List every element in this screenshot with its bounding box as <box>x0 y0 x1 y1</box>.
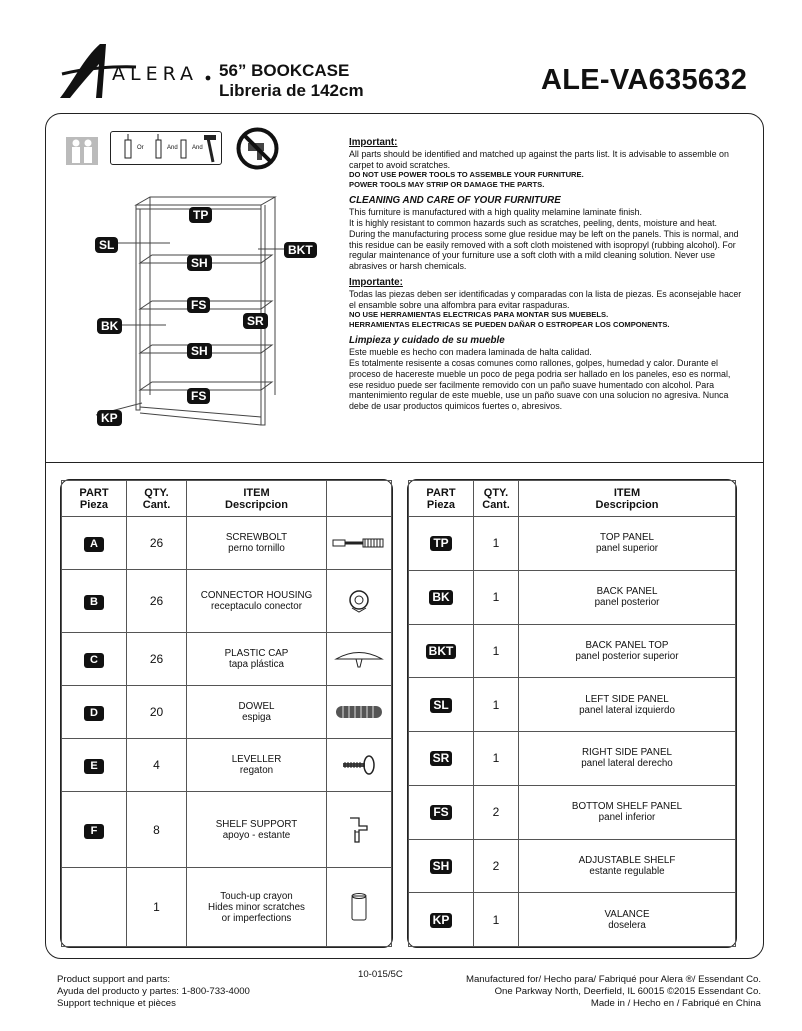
hand-tools-icon <box>110 131 222 165</box>
item-name-es: apoyo - estante <box>222 829 291 841</box>
diagram-label-sh-2: SH <box>187 343 212 359</box>
table-row <box>62 685 392 738</box>
care-heading: CLEANING AND CARE OF YOUR FURNITURE <box>349 195 561 207</box>
item-name: Touch-up crayon <box>220 890 293 902</box>
connector-housing-icon <box>327 570 392 632</box>
hardware-parts-table <box>60 479 393 948</box>
table-row <box>62 868 392 947</box>
part-badge: SR <box>430 751 453 766</box>
col-qty: QTY. Cant. <box>127 481 187 517</box>
item-name-es: panel lateral derecho <box>581 758 673 770</box>
qty-value: 1 <box>474 624 519 678</box>
diagram-label-fs-1: FS <box>187 297 210 313</box>
qty-value: 2 <box>474 839 519 893</box>
table-row <box>409 624 736 678</box>
manufacturer-info: Manufactured for/ Hecho para/ Fabriqué pour Alera ®/ Essendant Co. One Parkway North, Deerfield, IL 60015 ©2015 Essendant Co. Made in / Hecho en / Fabriqué en China <box>465 974 761 1009</box>
qty-value: 1 <box>474 893 519 947</box>
leveller-icon <box>327 738 392 791</box>
tools-and-label-2: And <box>192 145 203 151</box>
important-heading: Important: <box>349 137 398 148</box>
item-name-es: Hides minor scratches <box>208 901 305 913</box>
part-badge: C <box>84 653 104 668</box>
section-divider <box>45 462 764 463</box>
item-name: VALANCE <box>604 908 650 920</box>
diagram-label-sh-1: SH <box>187 255 212 271</box>
part-badge: BKT <box>426 644 457 659</box>
item-name-extra: or imperfections <box>221 912 292 924</box>
limpieza-text-2: Es totalmente resisente a cosas comunes como rallones, golpes, humedad y calor. Durante el proceso de hacereste mueble un poco de pega podria ser hallado en los paneles, eso es normal, ese residuo puede ser facilmente removido con un paño suave humentado con alcohol. Para mantenimiento regular de este mueble, use un paño suave con una solucion no agresiva. Nunca debe de usar productos quimicos fuertes o, abresivos. <box>349 357 731 412</box>
part-badge: SH <box>430 859 453 874</box>
model-number: ALE-VA635632 <box>541 64 748 96</box>
table-row <box>62 517 392 570</box>
product-title <box>219 61 364 101</box>
document-code: 10-015/5C <box>358 969 403 980</box>
item-name-es: espiga <box>242 711 271 723</box>
item-name: BACK PANEL TOP <box>585 639 669 651</box>
item-name-es: panel posterior superior <box>575 650 679 662</box>
part-badge: B <box>84 595 104 610</box>
important-warning-1: DO NOT USE POWER TOOLS TO ASSEMBLE YOUR FURNITURE. <box>349 170 584 180</box>
importante-warning-1: NO USE HERRAMIENTAS ELECTRICAS PARA MONTAR SUS MUEBELS. <box>349 310 609 320</box>
title-es: Libreria de 142cm <box>219 81 364 100</box>
item-name: SHELF SUPPORT <box>215 818 298 830</box>
part-badge: F <box>84 824 104 839</box>
qty-value: 26 <box>127 632 187 685</box>
qty-value: 1 <box>474 517 519 571</box>
diagram-label-kp: KP <box>97 410 122 426</box>
table-row <box>409 893 736 947</box>
item-name-es: perno tornillo <box>228 543 285 555</box>
part-badge: A <box>84 537 104 552</box>
item-name-es: tapa plástica <box>228 658 284 670</box>
diagram-label-fs-2: FS <box>187 388 210 404</box>
qty-value: 1 <box>474 678 519 732</box>
table-row <box>409 570 736 624</box>
part-badge: E <box>84 759 104 774</box>
item-name: SCREWBOLT <box>225 532 288 544</box>
importante-heading: Importante: <box>349 276 403 288</box>
care-text-1: This furniture is manufactured with a high quality melamine laminate finish. <box>349 207 643 218</box>
shelf-support-icon <box>327 792 392 868</box>
qty-value: 26 <box>127 570 187 632</box>
col-item: ITEM Descripcion <box>519 481 736 517</box>
item-name: TOP PANEL <box>600 532 654 544</box>
tools-and-label-1: And <box>167 145 178 151</box>
item-name: RIGHT SIDE PANEL <box>581 747 672 759</box>
qty-value: 1 <box>127 868 187 947</box>
item-name: PLASTIC CAP <box>224 647 289 659</box>
panel-parts-table <box>407 479 737 948</box>
diagram-label-sl: SL <box>95 237 118 253</box>
important-text: All parts should be identified and matched up against the parts list. It is advisable to assemble on carpet to avoid scratches. <box>349 148 729 170</box>
part-badge: D <box>84 706 104 721</box>
item-name: BOTTOM SHELF PANEL <box>571 801 683 813</box>
item-name-es: regaton <box>239 765 274 776</box>
title-en: 56” BOOKCASE <box>219 61 350 80</box>
item-name-es: panel posterior <box>594 597 660 609</box>
limpieza-text-1: Este mueble es hecho con madera laminada de halta calidad. <box>349 347 592 358</box>
care-text-2: It is highly resistant to common hazards such as scratches, peeling, dents, moisture and heat. During the manufacturing process some glue residue may be left on the panels. This is normal, and this residue can be easily removed with a soft cloth moistened with isopropyl (rubbing alcohol). For regular maintenance of your furniture use a soft cloth with a mild cleaning solution. Never use abrasives or harsh chemicals. <box>349 217 739 272</box>
plastic-cap-icon <box>327 632 392 685</box>
important-warning-2: POWER TOOLS MAY STRIP OR DAMAGE THE PARTS. <box>349 180 545 190</box>
col-part: PART Pieza <box>62 481 127 517</box>
qty-value: 8 <box>127 792 187 868</box>
item-name-es: panel inferior <box>598 812 656 824</box>
item-name: BACK PANEL <box>596 586 658 598</box>
no-power-tools-icon <box>235 126 280 171</box>
col-item: ITEM Descripcion <box>187 481 327 517</box>
col-image <box>327 481 392 517</box>
item-name: ADJUSTABLE SHELF <box>578 854 676 866</box>
item-name: LEFT SIDE PANEL <box>585 693 669 705</box>
importante-text: Todas las piezas deben ser identificadas y comparadas con la lista de piezas. Es aconsejable hacer el ensamble sobre una alfombra para evitar raspaduras. <box>349 288 742 310</box>
screwbolt-icon <box>327 517 392 570</box>
item-name-es: receptaculo conector <box>211 600 302 612</box>
table-row <box>409 732 736 786</box>
tools-or-label: Or <box>137 145 144 151</box>
qty-value: 20 <box>127 685 187 738</box>
item-name: LEVELLER <box>231 754 282 765</box>
table-row <box>62 570 392 632</box>
table-row <box>409 517 736 571</box>
table-row <box>62 738 392 791</box>
brand-text: ALERA <box>112 63 199 85</box>
diagram-label-bk: BK <box>97 318 122 334</box>
support-info: Product support and parts: Ayuda del producto y partes: 1-800-733-4000 Support technique et pièces <box>57 974 250 1009</box>
two-people-icon <box>66 137 98 165</box>
crayon-icon <box>327 868 392 947</box>
table-row <box>62 792 392 868</box>
table-row <box>409 678 736 732</box>
qty-value: 1 <box>474 732 519 786</box>
item-name-es: panel lateral izquierdo <box>579 704 675 716</box>
diagram-label-tp: TP <box>189 207 212 223</box>
instructions-text <box>349 138 744 412</box>
alera-logo <box>56 40 216 102</box>
part-badge: BK <box>429 590 452 605</box>
item-name-es: panel superior <box>595 543 659 555</box>
diagram-label-bkt: BKT <box>284 242 317 258</box>
item-name: CONNECTOR HOUSING <box>200 589 313 601</box>
item-name: DOWEL <box>238 700 275 712</box>
qty-value: 4 <box>127 738 187 791</box>
part-badge: TP <box>430 536 451 551</box>
diagram-label-sr: SR <box>243 313 268 329</box>
importante-warning-2: HERRAMIENTAS ELECTRICAS SE PUEDEN DAÑAR O ESTROPEAR LOS COMPONENTS. <box>349 320 670 330</box>
table-row <box>62 632 392 685</box>
bookcase-diagram <box>60 185 340 450</box>
col-part: PART Pieza <box>409 481 474 517</box>
item-name-es: doselera <box>608 919 646 931</box>
item-name-es: estante regulable <box>589 865 665 877</box>
limpieza-heading: Limpieza y cuidado de su mueble <box>349 335 505 347</box>
part-badge: KP <box>430 913 453 928</box>
col-qty: QTY. Cant. <box>474 481 519 517</box>
part-badge: FS <box>430 805 451 820</box>
part-badge: SL <box>430 698 451 713</box>
qty-value: 1 <box>474 570 519 624</box>
table-row <box>409 785 736 839</box>
qty-value: 2 <box>474 785 519 839</box>
table-row <box>409 839 736 893</box>
qty-value: 26 <box>127 517 187 570</box>
dowel-icon <box>327 685 392 738</box>
